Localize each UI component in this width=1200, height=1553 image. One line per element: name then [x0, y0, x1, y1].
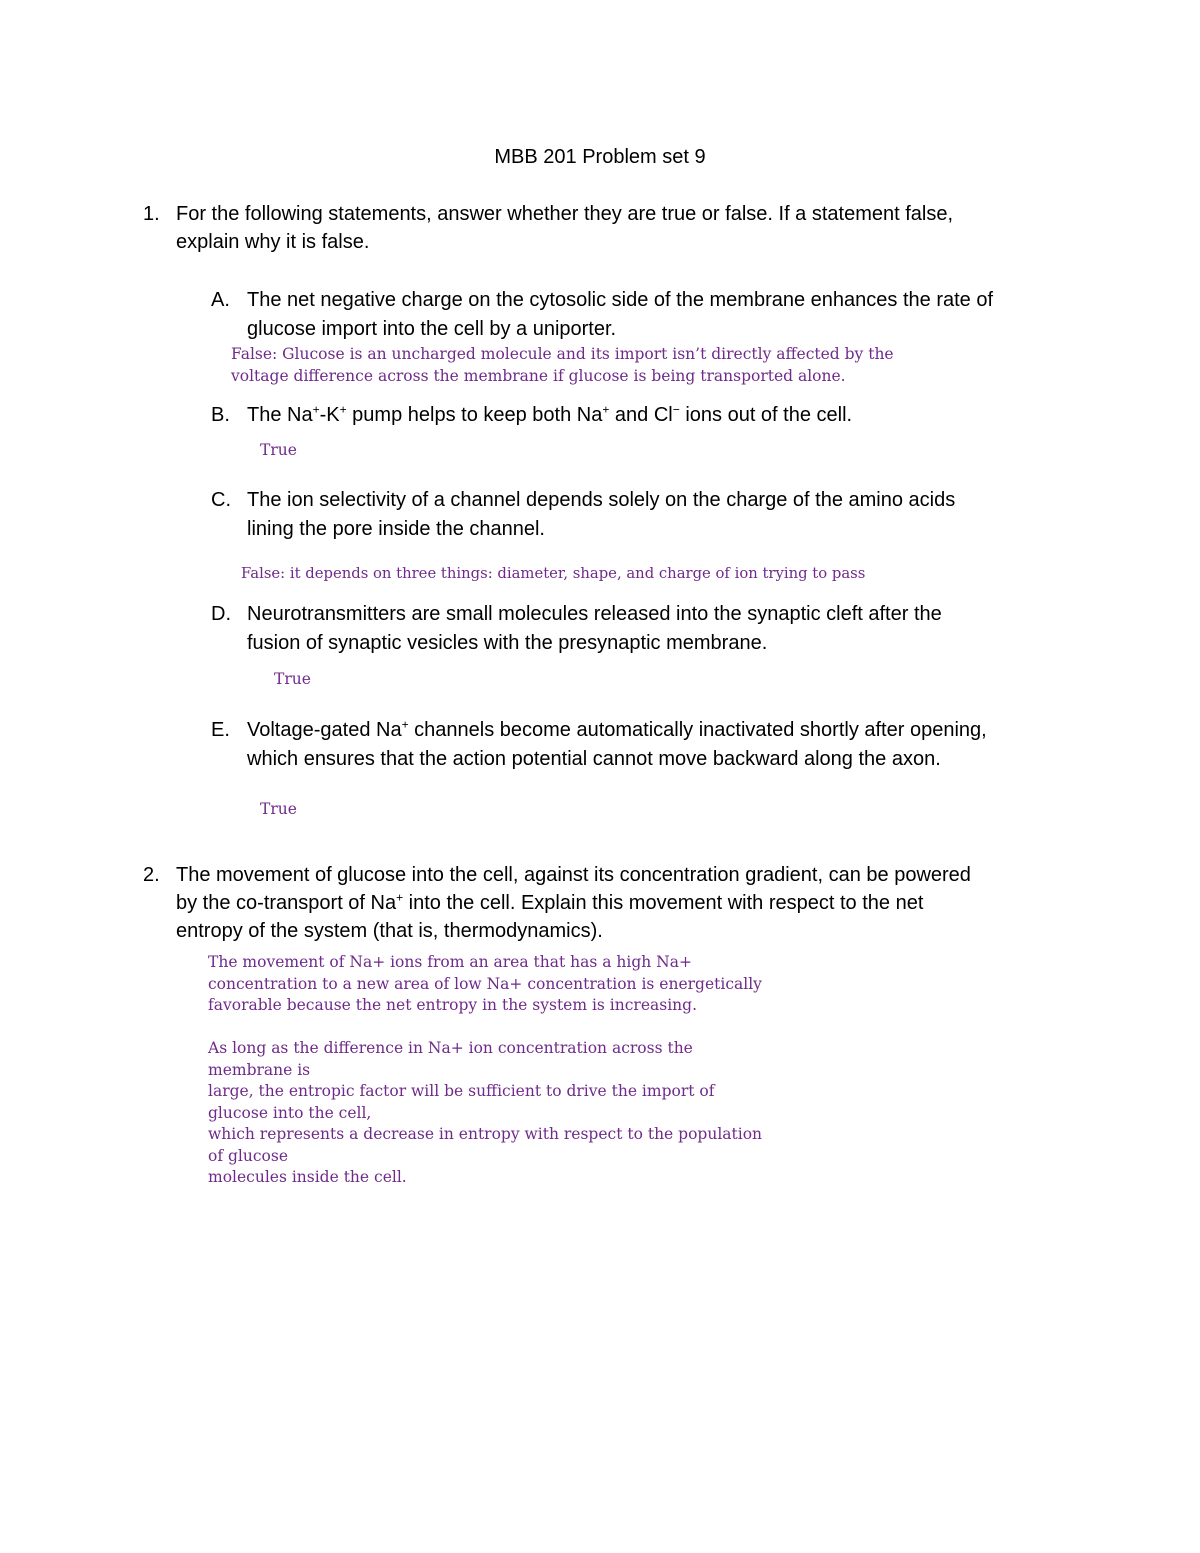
question-2-text-a: by the co-transport of Na: [176, 892, 397, 914]
question-2-line-2: [176, 889, 1056, 917]
question-2-text-b: into the cell. Explain this movement with respect to the net: [403, 892, 924, 914]
item-d-line-1: Neurotransmitters are small molecules released into the synaptic cleft after the: [247, 603, 942, 625]
item-b-text-a: The Na: [247, 404, 313, 426]
item-d-answer: True: [274, 670, 311, 688]
item-d-statement: [247, 600, 1067, 658]
question-2-line-3: entropy of the system (that is, thermodynamics).: [176, 920, 603, 942]
item-d-letter: D.: [211, 603, 231, 625]
item-b-statement: [247, 401, 1067, 430]
item-c-answer: False: it depends on three things: diameter, shape, and charge of ion trying to pass: [241, 565, 866, 582]
item-b-text-d: and Cl: [609, 404, 673, 426]
item-a-statement: [247, 286, 1067, 344]
question-2-number: 2.: [143, 864, 160, 886]
item-b-sup-a: +: [312, 402, 320, 417]
item-e-text-a: Voltage-gated Na: [247, 719, 402, 741]
item-a-letter: A.: [211, 289, 230, 311]
item-e-statement: [247, 716, 1067, 774]
item-e-answer: True: [260, 800, 297, 818]
item-c-letter: C.: [211, 489, 231, 511]
question-2-answer-paragraph-2: As long as the difference in Na+ ion concentration across the membrane is large, the entropic factor will be sufficient to drive the import of glucose into the cell, which represents a decrease in entropy with respect to the population of glucose molecules inside the cell.: [208, 1039, 763, 1186]
item-b-sup-c: +: [602, 402, 610, 417]
item-c-line-1: The ion selectivity of a channel depends solely on the charge of the amino acids: [247, 489, 956, 511]
item-e-letter: E.: [211, 719, 230, 741]
item-b-text-e: ions out of the cell.: [679, 404, 853, 426]
item-c-statement: [247, 486, 1067, 544]
item-b-text-b: -K: [319, 404, 340, 426]
item-b-letter: B.: [211, 404, 230, 426]
item-e-sup: +: [401, 717, 409, 732]
question-2-answer-paragraph-1: The movement of Na+ ions from an area that has a high Na+ concentration to a new area of low Na+ concentration is energetically favorable because the net entropy in the system is increasing.: [208, 953, 762, 1014]
question-1-line-2: explain why it is false.: [176, 231, 370, 253]
item-e-text-b: channels become automatically inactivated shortly after opening,: [408, 719, 987, 741]
question-1-line-1: For the following statements, answer whether they are true or false. If a statement false,: [176, 203, 954, 225]
question-1-text: [176, 200, 1056, 256]
item-a-answer: False: Glucose is an uncharged molecule and its import isn’t directly affected by the voltage difference across the membrane if glucose is being transported alone.: [231, 345, 894, 385]
question-2-text: [176, 861, 1056, 945]
item-e-line-2: which ensures that the action potential cannot move backward along the axon.: [247, 748, 941, 770]
question-2-sup: +: [396, 890, 404, 905]
item-b-sup-d: −: [672, 402, 680, 417]
page-title: MBB 201 Problem set 9: [494, 146, 706, 168]
item-a-line-2: glucose import into the cell by a uniporter.: [247, 318, 617, 340]
item-c-line-2: lining the pore inside the channel.: [247, 518, 545, 540]
question-2-line-1: The movement of glucose into the cell, against its concentration gradient, can be powered: [176, 864, 971, 886]
item-b-text-c: pump helps to keep both Na: [346, 404, 603, 426]
item-e-line-1: [247, 716, 1067, 745]
question-1-number: 1.: [143, 203, 160, 225]
item-b-sup-b: +: [339, 402, 347, 417]
item-d-line-2: fusion of synaptic vesicles with the presynaptic membrane.: [247, 632, 768, 654]
item-a-line-1: The net negative charge on the cytosolic side of the membrane enhances the rate of: [247, 289, 994, 311]
item-b-answer: True: [260, 441, 297, 459]
